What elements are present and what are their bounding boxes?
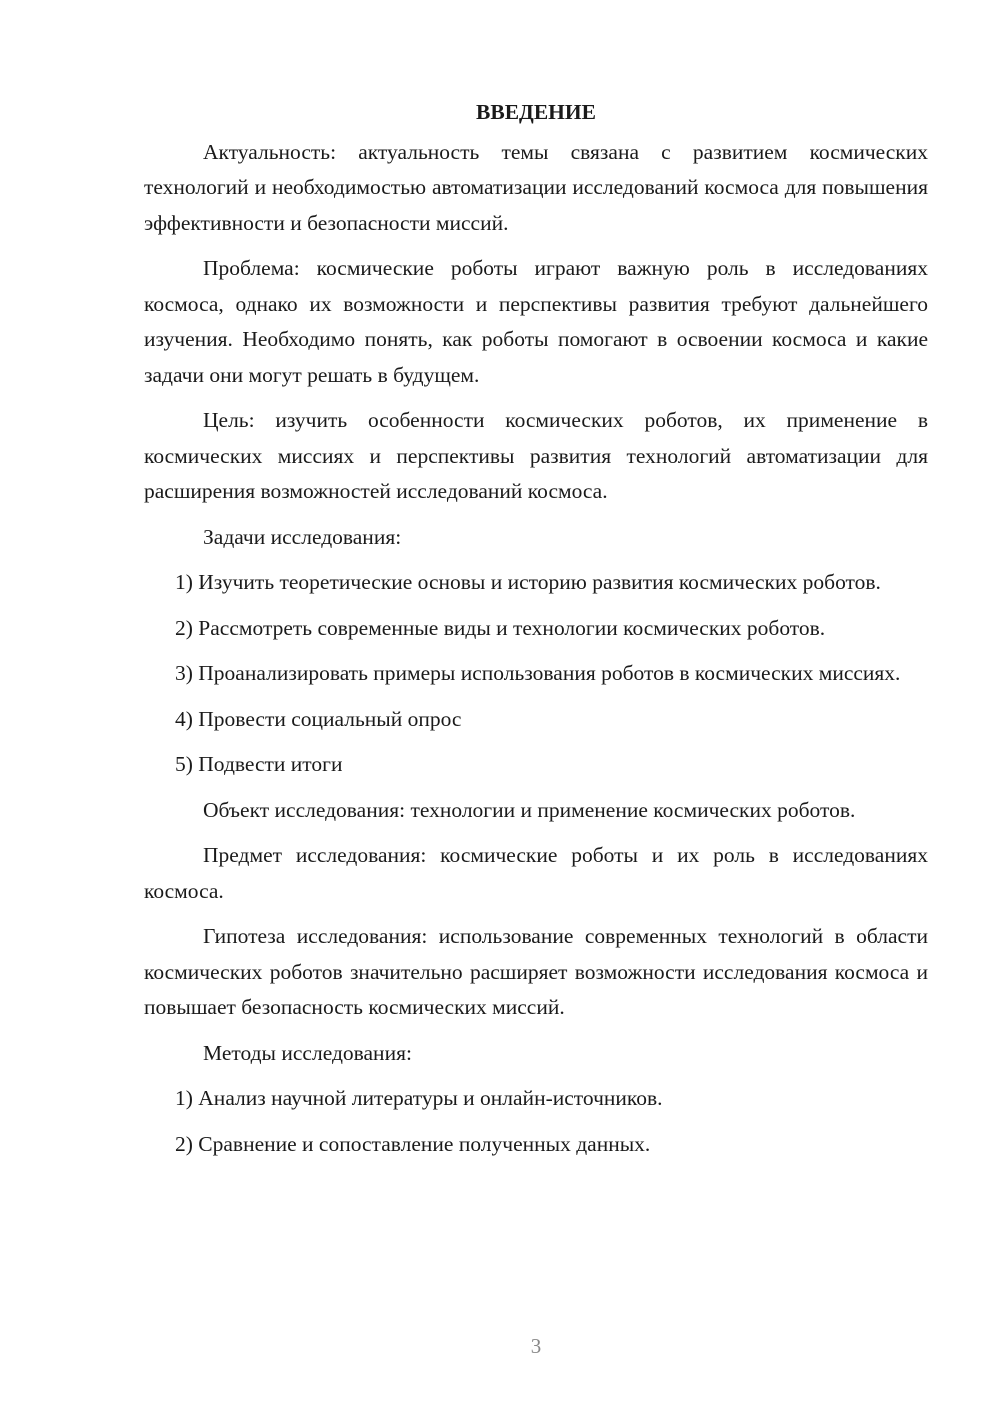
- document-page: [144, 95, 928, 1172]
- task-item-1: 1) Изучить теоретические основы и историю развития космических роботов.: [175, 570, 881, 594]
- page-number: 3: [530, 1334, 542, 1358]
- hypothesis-paragraph: Гипотеза исследования: использование современных технологий в области космических роботов значительно расширяет возможности исследования космоса и повышает безопасность космических миссий.: [144, 924, 928, 1019]
- relevance-paragraph: Актуальность: актуальность темы связана с развитием космических технологий и необходимостью автоматизации исследований космоса для повышения эффективности и безопасности миссий.: [144, 139, 928, 235]
- document-title: ВВЕДЕНИЕ: [476, 100, 596, 124]
- problem-paragraph: Проблема: космические роботы играют важную роль в исследованиях космоса, однако их возможности и перспективы развития требуют дальнейшего изучения. Необходимо понять, как роботы помогают в освоении космоса и какие задачи они могут решать в будущем.: [144, 256, 928, 387]
- method-item-2: 2) Сравнение и сопоставление полученных данных.: [175, 1131, 651, 1156]
- methods-heading: Методы исследования:: [203, 1040, 412, 1065]
- task-item-4: 4) Провести социальный опрос: [175, 706, 462, 731]
- method-item-1: 1) Анализ научной литературы и онлайн-источников.: [175, 1086, 663, 1110]
- task-item-3: 3) Проанализировать примеры использования роботов в космических миссиях.: [175, 661, 901, 685]
- task-item-5: 5) Подвести итоги: [175, 752, 343, 776]
- task-item-2: 2) Рассмотреть современные виды и технологии космических роботов.: [175, 615, 826, 640]
- subject-paragraph: Предмет исследования: космические роботы и их роль в исследованиях космоса.: [144, 843, 928, 903]
- object-paragraph: Объект исследования: технологии и применение космических роботов.: [203, 797, 856, 822]
- goal-paragraph: Цель: изучить особенности космических роботов, их применение в космических миссиях и перспективы развития технологий автоматизации для расширения возможностей исследований космоса.: [144, 408, 928, 503]
- tasks-heading: Задачи исследования:: [203, 524, 402, 549]
